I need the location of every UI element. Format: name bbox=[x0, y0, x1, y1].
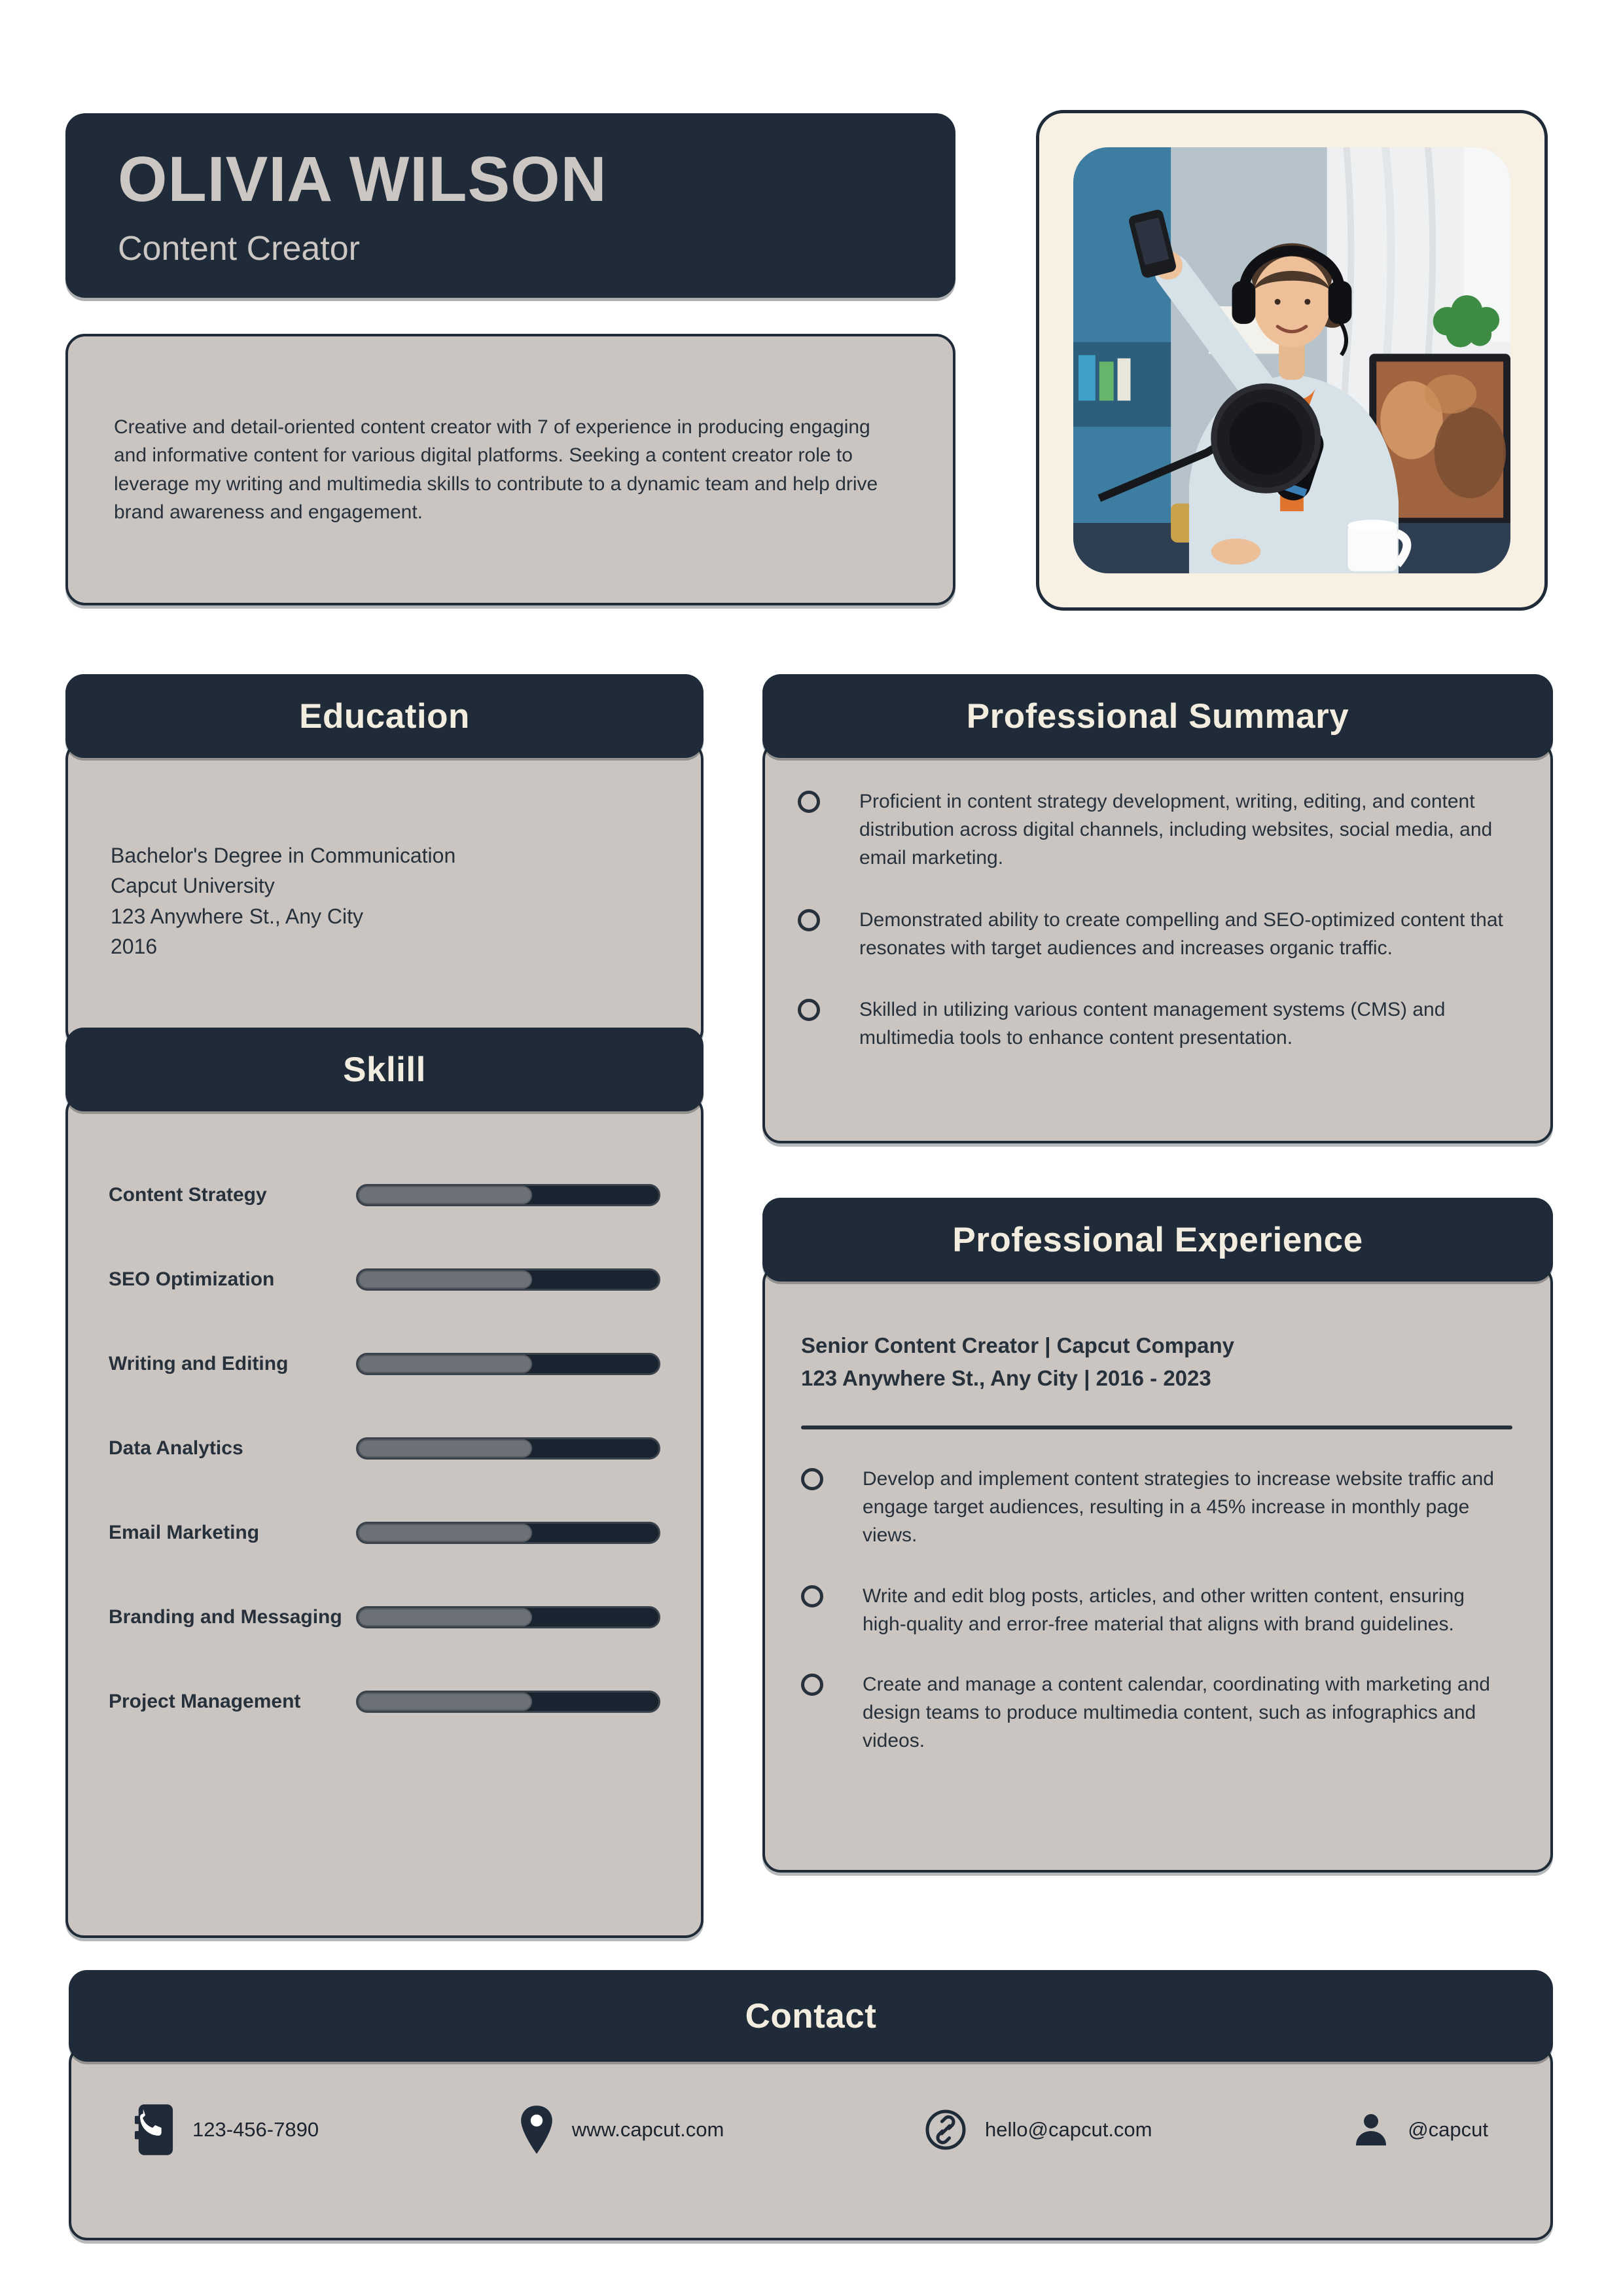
professional-summary-title: Professional Summary bbox=[966, 696, 1349, 736]
bullet-circle-icon bbox=[801, 1468, 823, 1490]
bullet-circle-icon bbox=[801, 1674, 823, 1696]
profile-photo bbox=[1073, 147, 1510, 573]
professional-summary-body bbox=[762, 741, 1553, 1143]
contact-phone-label: 123-456-7890 bbox=[192, 2117, 319, 2141]
skill-label: SEO Optimization bbox=[109, 1268, 275, 1290]
education-year: 2016 bbox=[111, 934, 158, 958]
bullet-circle-icon bbox=[801, 1585, 823, 1607]
skill-row bbox=[109, 1153, 660, 1237]
contact-header bbox=[69, 1970, 1553, 2062]
bullet-text: Demonstrated ability to create compelling and SEO-optimized content that resonates with target audiences and increases organic traffic. bbox=[859, 908, 1503, 959]
skill-bar-fill bbox=[358, 1608, 532, 1626]
skill-bar-fill bbox=[358, 1439, 532, 1458]
skill-bar bbox=[356, 1353, 660, 1375]
skill-bar-fill bbox=[358, 1270, 532, 1289]
skill-label: Data Analytics bbox=[109, 1437, 243, 1459]
education-header bbox=[65, 674, 704, 758]
skill-label: Writing and Editing bbox=[109, 1352, 289, 1374]
skill-bar bbox=[356, 1606, 660, 1628]
contact-title: Contact bbox=[745, 1996, 877, 2036]
experience-meta: 123 Anywhere St., Any City | 2016 - 2023 bbox=[801, 1365, 1211, 1390]
education-body bbox=[65, 741, 704, 1048]
summary-card bbox=[65, 334, 955, 605]
education-title: Education bbox=[299, 696, 470, 736]
skills-body bbox=[65, 1094, 704, 1938]
photo-illustration bbox=[1073, 147, 1510, 573]
skill-bar bbox=[356, 1437, 660, 1460]
skill-row bbox=[109, 1406, 660, 1490]
skill-label: Branding and Messaging bbox=[109, 1605, 342, 1628]
skill-row bbox=[109, 1321, 660, 1406]
page-title: OLIVIA WILSON bbox=[118, 143, 607, 215]
bullet-circle-icon bbox=[798, 791, 820, 813]
skill-row bbox=[109, 1575, 660, 1659]
section-professional-experience bbox=[762, 1198, 1553, 1873]
education-school: Capcut University bbox=[111, 874, 275, 898]
skill-bar bbox=[356, 1522, 660, 1544]
skill-bar bbox=[356, 1268, 660, 1291]
bullet-text: Proficient in content strategy development, writing, editing, and content distribution across digital channels, including websites, social media, and email marketing. bbox=[859, 791, 1493, 869]
skill-bar-fill bbox=[358, 1524, 532, 1542]
phone-icon bbox=[134, 2103, 174, 2157]
contact-item-email bbox=[925, 2109, 1152, 2151]
contact-body bbox=[69, 2045, 1553, 2240]
experience-bullets bbox=[801, 1465, 1512, 1755]
skills-title: Sklill bbox=[343, 1050, 426, 1089]
skills-header bbox=[65, 1028, 704, 1111]
summary-text: Creative and detail-oriented content creator with 7 of experience in producing engaging and informative content for various digital platforms. Seeking a content creator role to leverage my writing and multimedia skills to contribute to a dynamic team and help drive brand awareness and engagement. bbox=[114, 416, 878, 523]
skill-bar bbox=[356, 1691, 660, 1713]
experience-role: Senior Content Creator | Capcut Company bbox=[801, 1333, 1234, 1357]
bullet-text: Create and manage a content calendar, coordinating with marketing and design teams to produce multimedia content, such as infographics and videos. bbox=[863, 1674, 1490, 1752]
summary-bullet bbox=[798, 906, 1511, 963]
contact-item-handle bbox=[1353, 2111, 1488, 2148]
professional-experience-title: Professional Experience bbox=[952, 1220, 1363, 1259]
skill-bar bbox=[356, 1184, 660, 1206]
skill-bar-fill bbox=[358, 1186, 532, 1204]
skill-label: Content Strategy bbox=[109, 1183, 267, 1206]
experience-bullet bbox=[801, 1671, 1512, 1755]
experience-bullet bbox=[801, 1465, 1512, 1550]
link-icon bbox=[925, 2109, 967, 2151]
bullet-circle-icon bbox=[798, 999, 820, 1021]
location-pin-icon bbox=[520, 2104, 554, 2155]
professional-experience-header bbox=[762, 1198, 1553, 1282]
bullet-text: Write and edit blog posts, articles, and other written content, ensuring high-quality and error-free material that aligns with brand guidelines. bbox=[863, 1585, 1465, 1635]
section-contact bbox=[69, 1970, 1553, 2240]
skill-bar-fill bbox=[358, 1355, 532, 1373]
skill-row bbox=[109, 1237, 660, 1321]
job-title: Content Creator bbox=[118, 230, 360, 268]
contact-email-label: hello@capcut.com bbox=[985, 2117, 1152, 2141]
skill-label: Email Marketing bbox=[109, 1521, 260, 1543]
contact-website-label: www.capcut.com bbox=[571, 2117, 724, 2141]
section-education bbox=[65, 674, 704, 1048]
contact-handle-label: @capcut bbox=[1408, 2117, 1488, 2141]
education-degree: Bachelor's Degree in Communication bbox=[111, 843, 456, 867]
divider bbox=[801, 1426, 1512, 1429]
education-address: 123 Anywhere St., Any City bbox=[111, 904, 363, 928]
contact-item-phone bbox=[134, 2103, 319, 2157]
skill-label: Project Management bbox=[109, 1690, 301, 1712]
professional-experience-body bbox=[762, 1265, 1553, 1873]
bullet-text: Develop and implement content strategies to increase website traffic and engage target audiences, resulting in a 45% increase in monthly page views. bbox=[863, 1468, 1494, 1546]
summary-bullet bbox=[798, 996, 1511, 1052]
bullet-text: Skilled in utilizing various content management systems (CMS) and multimedia tools to enhance content presentation. bbox=[859, 999, 1446, 1049]
skill-row bbox=[109, 1659, 660, 1744]
skill-row bbox=[109, 1490, 660, 1575]
user-icon bbox=[1353, 2111, 1389, 2148]
bullet-circle-icon bbox=[798, 909, 820, 931]
experience-bullet bbox=[801, 1583, 1512, 1639]
contact-item-website bbox=[520, 2104, 724, 2155]
section-professional-summary bbox=[762, 674, 1553, 1143]
skill-bar-fill bbox=[358, 1693, 532, 1711]
name-card bbox=[65, 113, 955, 298]
section-skills bbox=[65, 1028, 704, 1938]
summary-bullet bbox=[798, 788, 1511, 872]
professional-summary-header bbox=[762, 674, 1553, 758]
photo-frame bbox=[1036, 110, 1548, 611]
